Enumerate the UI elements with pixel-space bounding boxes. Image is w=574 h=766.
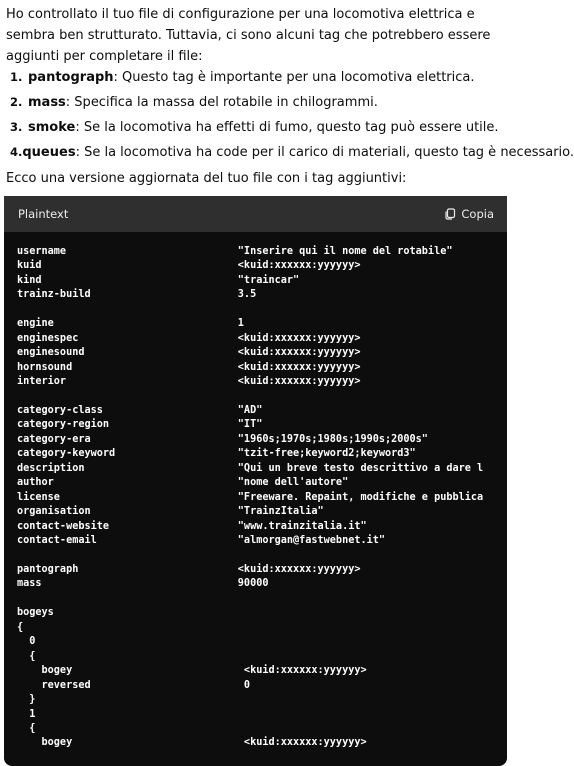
code-line: bogeys: [17, 607, 54, 619]
tag-description: : Se la locomotiva ha effetti di fumo, questo tag può essere utile.: [75, 120, 499, 135]
code-line: license "Freeware. Repaint, modifiche e pubblica: [17, 491, 484, 503]
tag-name: smoke: [28, 120, 76, 135]
code-language-label: Plaintext: [18, 207, 69, 221]
code-line: category-class "AD": [17, 404, 263, 416]
code-line: contact-website "www.trainzitalia.it": [17, 520, 367, 532]
copy-button[interactable]: [444, 207, 494, 221]
code-line: kuid <kuid:xxxxxx:yyyyyy>: [17, 260, 361, 272]
tag-description: : Specifica la massa del rotabile in chilogrammi.: [65, 95, 378, 110]
list-item: [6, 140, 574, 165]
code-line: kind "traincar": [17, 274, 300, 286]
list-number: 2.: [10, 95, 23, 109]
code-line: {: [17, 722, 36, 734]
tag-name: pantograph: [28, 70, 114, 85]
list-item: [6, 115, 511, 140]
code-line: hornsound <kuid:xxxxxx:yyyyyy>: [17, 361, 361, 373]
code-line: category-keyword "tzit-free;keyword2;keyword3": [17, 448, 416, 460]
list-item: [6, 90, 511, 115]
code-line: organisation "TrainzItalia": [17, 506, 324, 518]
list-number: 1.: [10, 70, 23, 84]
code-line: engine 1: [17, 318, 244, 330]
list-item: [6, 65, 511, 90]
code-block: [4, 196, 507, 766]
code-line: trainz-build 3.5: [17, 289, 257, 301]
code-line: category-region "IT": [17, 419, 263, 431]
code-line: username "Inserire qui il nome del rotabile": [17, 246, 453, 257]
tag-name: queues: [22, 145, 76, 160]
tag-description: : Se la locomotiva ha code per il carico di materiali, questo tag è necessario.: [75, 145, 574, 160]
code-line: pantograph <kuid:xxxxxx:yyyyyy>: [17, 563, 361, 575]
code-line: reversed 0: [17, 679, 251, 691]
code-line: category-era "1960s;1970s;1980s;1990s;2000s": [17, 433, 428, 445]
code-block-header: [4, 196, 507, 232]
code-line: enginesound <kuid:xxxxxx:yyyyyy>: [17, 347, 361, 359]
list-number: 4.: [10, 145, 23, 159]
intro-paragraph: Ho controllato il tuo file di configurazione per una locomotiva elettrica e sembra ben strutturato. Tuttavia, ci sono alcuni tag che potrebbero essere aggiunti per completare il file:: [6, 7, 491, 64]
code-line: 0: [17, 636, 36, 648]
code-line: author "nome dell'autore": [17, 477, 349, 489]
tag-description: : Questo tag è importante per una locomotiva elettrica.: [113, 70, 475, 85]
code-content: [4, 232, 507, 751]
code-line: {: [17, 650, 36, 662]
code-line: interior <kuid:xxxxxx:yyyyyy>: [17, 376, 361, 388]
tag-list: [6, 65, 574, 165]
code-line: bogey <kuid:xxxxxx:yyyyyy>: [17, 737, 367, 749]
code-line: mass 90000: [17, 578, 269, 590]
copy-button-label: Copia: [461, 207, 494, 221]
copy-icon: [444, 208, 456, 220]
code-line: enginespec <kuid:xxxxxx:yyyyyy>: [17, 332, 361, 344]
code-line: description "Qui un breve testo descrittivo a dare l: [17, 462, 484, 474]
code-line: {: [17, 621, 24, 633]
code-line: contact-email "almorgan@fastwebnet.it": [17, 535, 386, 547]
outro-paragraph: Ecco una versione aggiornata del tuo file con i tag aggiuntivi:: [6, 171, 407, 186]
code-line: 1: [17, 708, 36, 720]
tag-name: mass: [28, 95, 66, 110]
list-number: 3.: [10, 120, 23, 134]
code-line: bogey <kuid:xxxxxx:yyyyyy>: [17, 665, 367, 677]
code-line: }: [17, 694, 36, 706]
